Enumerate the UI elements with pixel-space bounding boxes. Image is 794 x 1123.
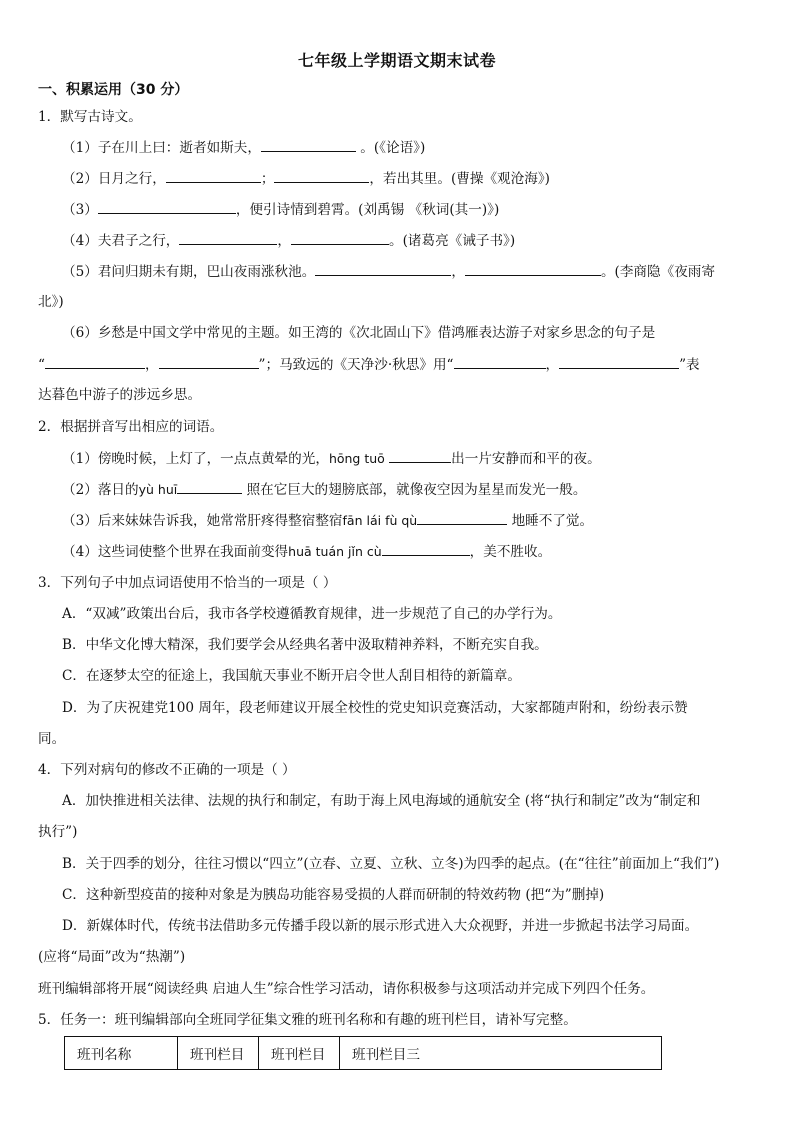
q3-option-c: C．在逐梦太空的征途上，我国航天事业不断开启令世人刮目相待的新篇章。: [62, 668, 521, 684]
question-5-stem: 5．任务一：班刊编辑部向全班同学征集文雅的班刊名称和有趣的班刊栏目，请补写完整。: [38, 1012, 577, 1028]
q4-option-a: A．加快推进相关法律、法规的执行和制定，有助于海上风电海域的通航安全 (将“执行和制定”改为“制定和: [62, 793, 701, 809]
q1-item-2: [62, 169, 550, 188]
q1-item-5-source: 。(李商隐《夜雨寄: [600, 264, 715, 280]
activity-intro: 班刊编辑部将开展“阅读经典 启迪人生”综合性学习活动，请你积极参与这项活动并完成下列四个任务。: [38, 981, 655, 997]
question-4-stem: 4．下列对病句的修改不正确的一项是（ ）: [38, 762, 296, 778]
q1-item-6-text2: ”；马致远的《天净沙·秋思》用“: [258, 357, 454, 373]
quote-mark: “: [38, 357, 45, 373]
q1-item-5-cont: 北》): [38, 294, 64, 310]
answer-blank[interactable]: [315, 262, 451, 276]
table-row: [65, 1037, 662, 1070]
answer-blank[interactable]: [291, 231, 389, 245]
q2-item-3: [62, 511, 593, 530]
pinyin-hint: huā tuán jǐn cù: [288, 544, 382, 559]
question-1-stem: 1．默写古诗文。: [38, 109, 142, 125]
page-title: 七年级上学期语文期末试卷: [297, 51, 496, 70]
q2-item-1-text2: 出一片安静而和平的夜。: [451, 451, 601, 467]
answer-blank[interactable]: [382, 542, 470, 556]
q1-item-6-line2: [38, 355, 700, 374]
q1-item-4: [62, 231, 515, 250]
q1-item-4-source: 。(诸葛亮《诫子书》): [389, 233, 516, 249]
answer-blank[interactable]: [159, 355, 259, 369]
answer-blank[interactable]: [454, 355, 546, 369]
q2-item-3-text: （3）后来妹妹告诉我，她常常肝疼得整宿整宿: [62, 513, 343, 529]
separator: ，: [144, 357, 159, 373]
q2-item-4-text2: ，美不胜收。: [469, 544, 552, 560]
q2-item-4: [62, 542, 551, 561]
answer-blank[interactable]: [559, 355, 679, 369]
pinyin-hint: yù huī: [138, 482, 178, 497]
q2-item-4-text: （4）这些词使整个世界在我面前变得: [62, 544, 289, 560]
q4-option-c: C．这种新型疫苗的接种对象是为胰岛功能容易受损的人群而研制的特效药物 (把“为”删掉): [62, 887, 605, 903]
q2-item-2-text: （2）落日的: [62, 482, 139, 498]
q2-item-1-text: （1）傍晚时候，上灯了，一点点黄晕的光，: [62, 451, 329, 467]
q2-item-2-text2: 照在它巨大的翅膀底部，就像夜空因为星星而发光一般。: [246, 482, 587, 498]
q1-item-6-line3: 达暮色中游子的涉远乡思。: [38, 387, 202, 403]
answer-blank[interactable]: [179, 231, 277, 245]
q1-item-2-source: ，若出其里。(曹操《观沧海》): [369, 171, 550, 187]
q2-item-3-text2: 地睡不了觉。: [511, 513, 594, 529]
q4-option-a-cont: 执行”): [38, 824, 78, 840]
answer-blank[interactable]: [98, 200, 236, 214]
q1-item-5-text: （5）君问归期未有期，巴山夜雨涨秋池。: [62, 264, 316, 280]
q4-option-b: B．关于四季的划分，往往习惯以“四立”(立春、立夏、立秋、立冬)为四季的起点。(在“往往”前面加上“我们”): [62, 856, 720, 872]
answer-blank[interactable]: [166, 169, 261, 183]
q1-item-1-source: 。(《论语》): [360, 140, 426, 156]
answer-blank[interactable]: [465, 262, 601, 276]
answer-blank[interactable]: [261, 138, 356, 152]
q1-item-3-source: ，便引诗情到碧霄。(刘禹锡 《秋词(其一)》): [235, 202, 500, 218]
pinyin-hint: fān lái fù qù: [342, 513, 418, 528]
answer-blank[interactable]: [389, 449, 451, 463]
q1-item-3-num: （3）: [62, 202, 98, 218]
q1-item-5: [62, 262, 715, 281]
section-heading: 一、积累运用（30 分）: [38, 82, 189, 98]
separator: ，: [277, 233, 291, 249]
q1-item-1: [62, 138, 425, 157]
q1-item-4-text: （4）夫君子之行，: [62, 233, 180, 249]
q1-item-6-text3: ”表: [679, 357, 700, 373]
table-cell-column-3[interactable]: 班刊栏目三: [340, 1037, 662, 1070]
q3-option-b: B．中华文化博大精深，我们要学会从经典名著中汲取精神养料，不断充实自我。: [62, 637, 548, 653]
answer-blank[interactable]: [45, 355, 145, 369]
q2-item-1: [62, 449, 601, 468]
question-2-stem: 2．根据拼音写出相应的词语。: [38, 419, 224, 435]
q3-option-d: D．为了庆祝建党100 周年，段老师建议开展全校性的党史知识竞赛活动，大家都随声附和，纷纷表示赞: [62, 700, 688, 716]
q1-item-3: [62, 200, 499, 219]
question-3-stem: 3．下列句子中加点词语使用不恰当的一项是（ ）: [38, 575, 337, 591]
separator: ；: [260, 171, 275, 187]
separator: ，: [545, 357, 560, 373]
answer-blank[interactable]: [274, 169, 369, 183]
answer-blank[interactable]: [417, 511, 507, 525]
table-cell-column-1[interactable]: 班刊栏目: [178, 1037, 259, 1070]
q4-option-d: D．新媒体时代，传统书法借助多元传播手段以新的展示形式进入大众视野，并进一步掀起书法学习局面。: [62, 918, 699, 934]
q3-option-a: A．“双减”政策出台后，我市各学校遵循教育规律，进一步规范了自己的办学行为。: [62, 606, 562, 622]
table-cell-column-2[interactable]: 班刊栏目: [259, 1037, 340, 1070]
class-journal-table: [64, 1036, 662, 1070]
q1-item-1-text: （1）子在川上曰：逝者如斯夫，: [62, 140, 261, 156]
table-cell-journal-name[interactable]: 班刊名称: [65, 1037, 178, 1070]
q1-item-6: （6）乡愁是中国文学中常见的主题。如王湾的《次北固山下》借鸿雁表达游子对家乡思念的句子是: [62, 325, 656, 341]
pinyin-hint: hōng tuō: [328, 451, 385, 466]
q2-item-2: [62, 480, 586, 499]
answer-blank[interactable]: [177, 480, 242, 494]
q4-option-d-cont: (应将“局面”改为“热潮”): [38, 949, 186, 965]
q1-item-2-text: （2）日月之行，: [62, 171, 166, 187]
q3-option-d-cont: 同。: [38, 731, 66, 747]
separator: ，: [451, 264, 465, 280]
